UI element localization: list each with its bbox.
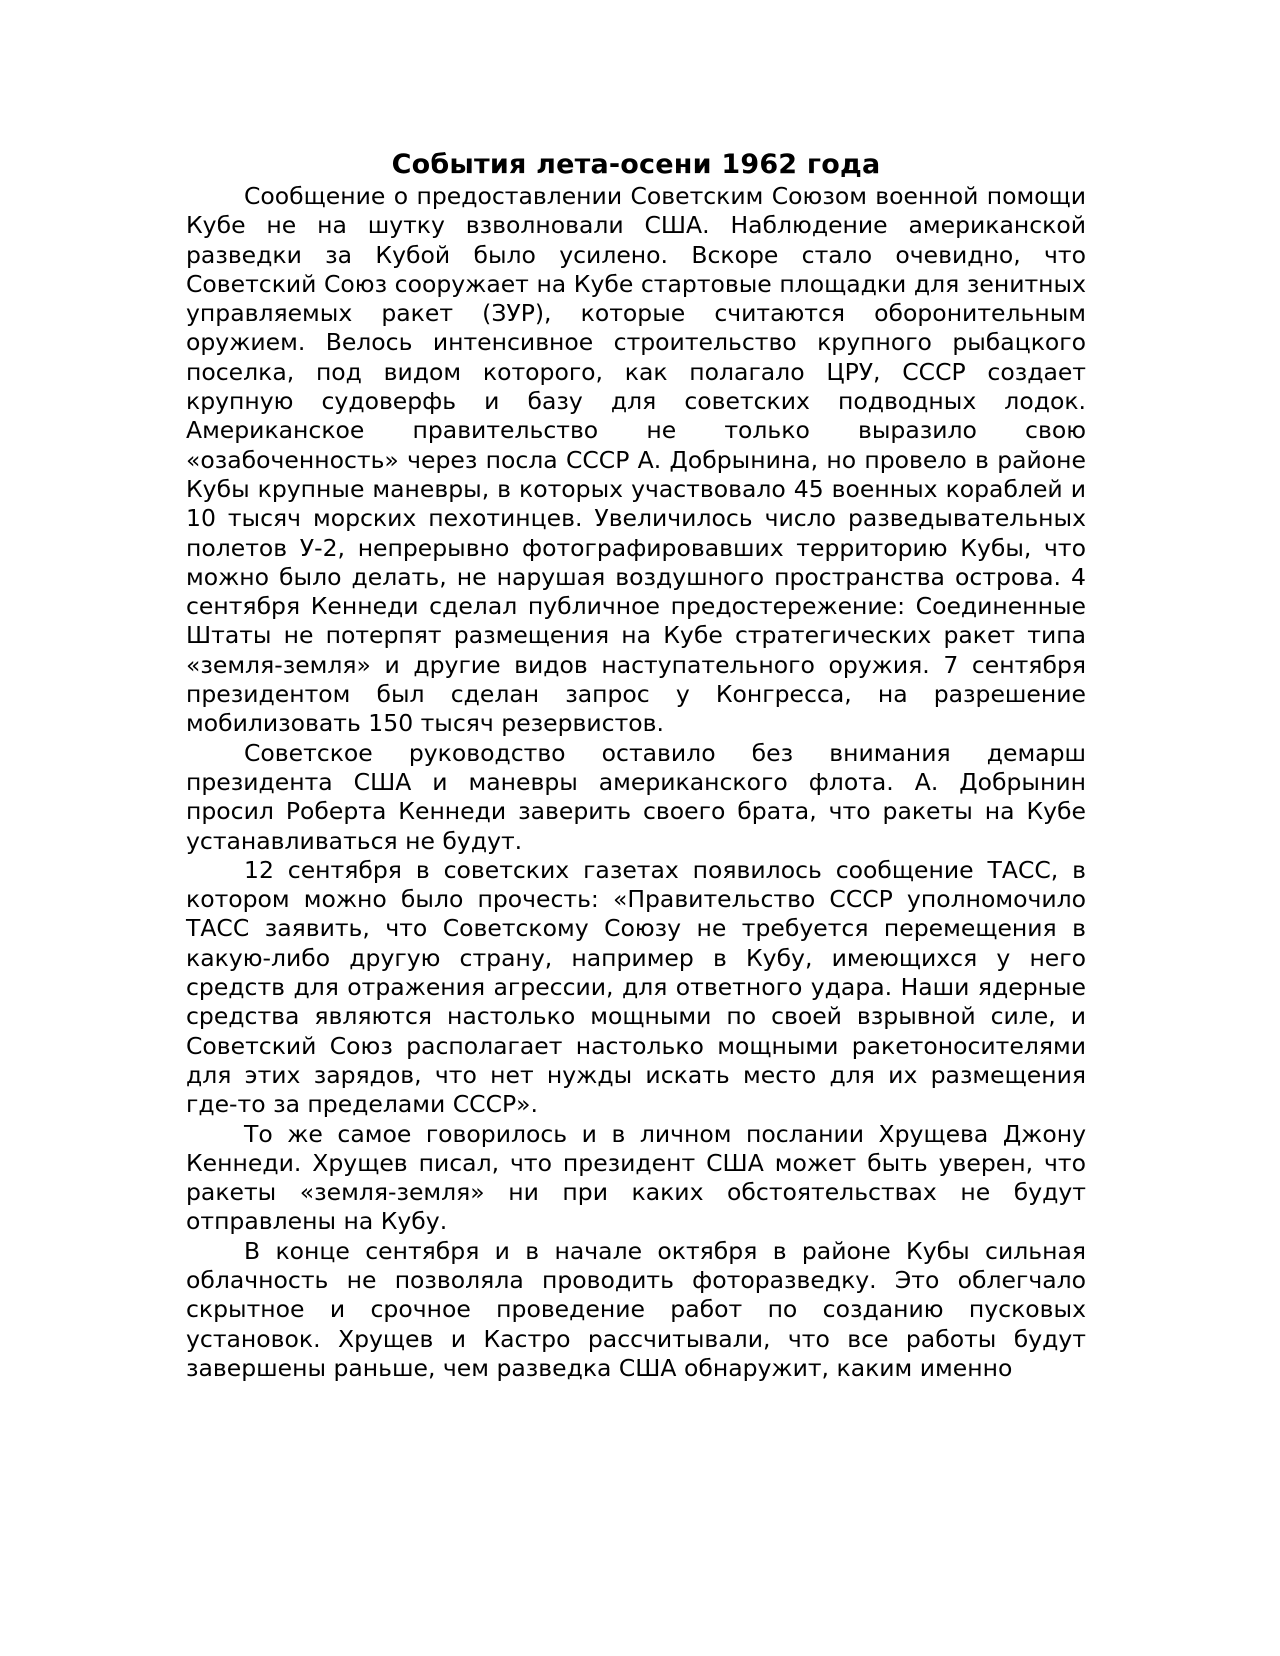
paragraph-3: 12 сентября в советских газетах появилось сообщение ТАСС, в котором можно было прочесть: «Правительство СССР уполномочило ТАСС заявить, что Советскому Союзу не требуется перемещения в какую-либо другую страну, например в Кубу, имеющихся у него средств для отражения агрессии, для ответного удара. Наши ядерные средства являются настолько мощными по своей взрывной силе, и Советский Союз располагает настолько мощными ракетоносителями для этих зарядов, что нет нужды искать место для их размещения где-то за пределами СССР».	[186, 855, 1086, 1119]
paragraph-1: Сообщение о предоставлении Советским Союзом военной помощи Кубе не на шутку взволновали США. Наблюдение американской разведки за Кубой было усилено. Вскоре стало очевидно, что Советский Союз сооружает на Кубе стартовые площадки для зенитных управляемых ракет (ЗУР), которые считаются оборонительным оружием. Велось интенсивное строительство крупного рыбацкого поселка, под видом которого, как полагало ЦРУ, СССР создает крупную судоверфь и базу для советских подводных лодок. Американское правительство не только выразило свою «озабоченность» через посла СССР А. Добрынина, но провело в районе Кубы крупные маневры, в которых участвовало 45 военных кораблей и 10 тысяч морских пехотинцев. Увеличилось число разведывательных полетов У-2, непрерывно фотографировавших территорию Кубы, что можно было делать, не нарушая воздушного пространства острова. 4 сентября Кеннеди сделал публичное предостережение: Соединенные Штаты не потерпят размещения на Кубе стратегических ракет типа «земля-земля» и другие видов наступательного оружия. 7 сентября президентом был сделан запрос у Конгресса, на разрешение мобилизовать 150 тысяч резервистов.	[186, 182, 1086, 738]
document-page	[186, 148, 1086, 1383]
paragraph-5: В конце сентября и в начале октября в районе Кубы сильная облачность не позволяла проводить фоторазведку. Это облегчало скрытное и срочное проведение работ по созданию пусковых установок. Хрущев и Кастро рассчитывали, что все работы будут завершены раньше, чем разведка США обнаружит, каким именно	[186, 1236, 1086, 1382]
paragraph-2: Советское руководство оставило без внимания демарш президента США и маневры американского флота. А. Добрынин просил Роберта Кеннеди заверить своего брата, что ракеты на Кубе устанавливаться не будут.	[186, 738, 1086, 855]
document-title: События лета-осени 1962 года	[391, 149, 881, 180]
paragraph-4: То же самое говорилось и в личном послании Хрущева Джону Кеннеди. Хрущев писал, что президент США может быть уверен, что ракеты «земля-земля» ни при каких обстоятельствах не будут отправлены на Кубу.	[186, 1119, 1086, 1236]
